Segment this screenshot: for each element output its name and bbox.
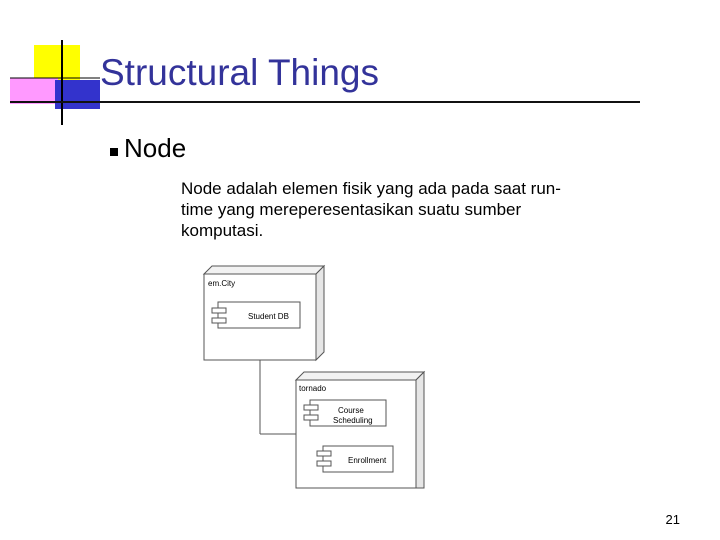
node-tornado <box>296 372 424 488</box>
component-student-db <box>212 302 300 328</box>
component-student-db-label: Student DB <box>248 312 289 321</box>
component-enrollment <box>317 446 393 472</box>
title-underline <box>10 101 640 103</box>
component-course-label-line2: Scheduling <box>333 416 373 425</box>
component-course-scheduling <box>304 400 386 426</box>
component-course-label-line1: Course <box>338 406 364 415</box>
node-emcity <box>204 266 324 360</box>
decorative-squares-logo <box>0 0 100 125</box>
deployment-diagram <box>200 262 430 492</box>
slide-title: Structural Things <box>100 52 379 93</box>
description-line-2: time yang mereperesentasikan suatu sumber <box>181 200 522 219</box>
node-emcity-label: em.City <box>208 279 236 288</box>
component-enrollment-label: Enrollment <box>348 456 387 465</box>
bullet-square-icon <box>110 148 118 156</box>
node-tornado-label: tornado <box>299 384 327 393</box>
description-line-3: komputasi. <box>181 221 264 240</box>
description-line-1: Node adalah elemen fisik yang ada pada saat run- <box>181 179 561 198</box>
node-description <box>181 178 621 241</box>
page-number: 21 <box>665 512 680 527</box>
bullet-node-heading: Node <box>124 133 187 163</box>
